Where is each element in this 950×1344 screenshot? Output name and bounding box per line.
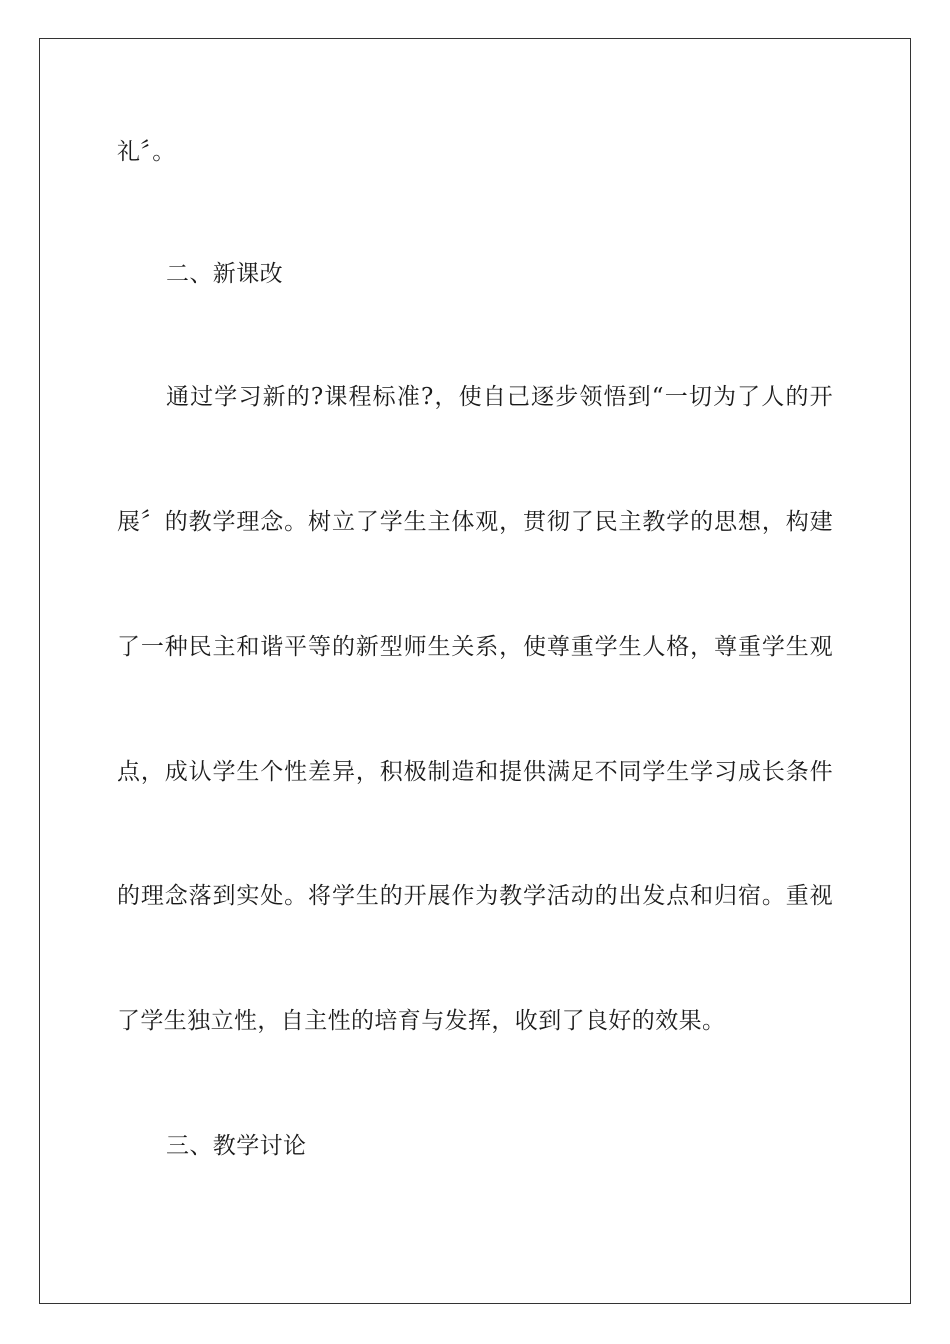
- text-line-1: 礼〞。: [117, 139, 176, 165]
- paragraph-line-6: 了学生独立性，自主性的培育与发挥，收到了良好的效果。: [117, 1008, 726, 1034]
- paragraph-line-4: 点，成认学生个性差异，积极制造和提供满足不同学生学习成长条件: [117, 759, 833, 785]
- section-heading-new-curriculum: 二、新课改: [166, 261, 283, 287]
- paragraph-line-5: 的理念落到实处。将学生的开展作为教学活动的出发点和归宿。重视: [117, 883, 833, 909]
- page-border: [39, 38, 911, 1304]
- paragraph-line-3: 了一种民主和谐平等的新型师生关系，使尊重学生人格，尊重学生观: [117, 634, 833, 660]
- paragraph-line-2: 展〞的教学理念。树立了学生主体观，贯彻了民主教学的思想，构建: [117, 509, 833, 535]
- section-heading-teaching-discussion: 三、教学讨论: [166, 1133, 307, 1159]
- paragraph-line-1: 通过学习新的?课程标准?，使自己逐步领悟到“一切为了人的开: [166, 384, 833, 410]
